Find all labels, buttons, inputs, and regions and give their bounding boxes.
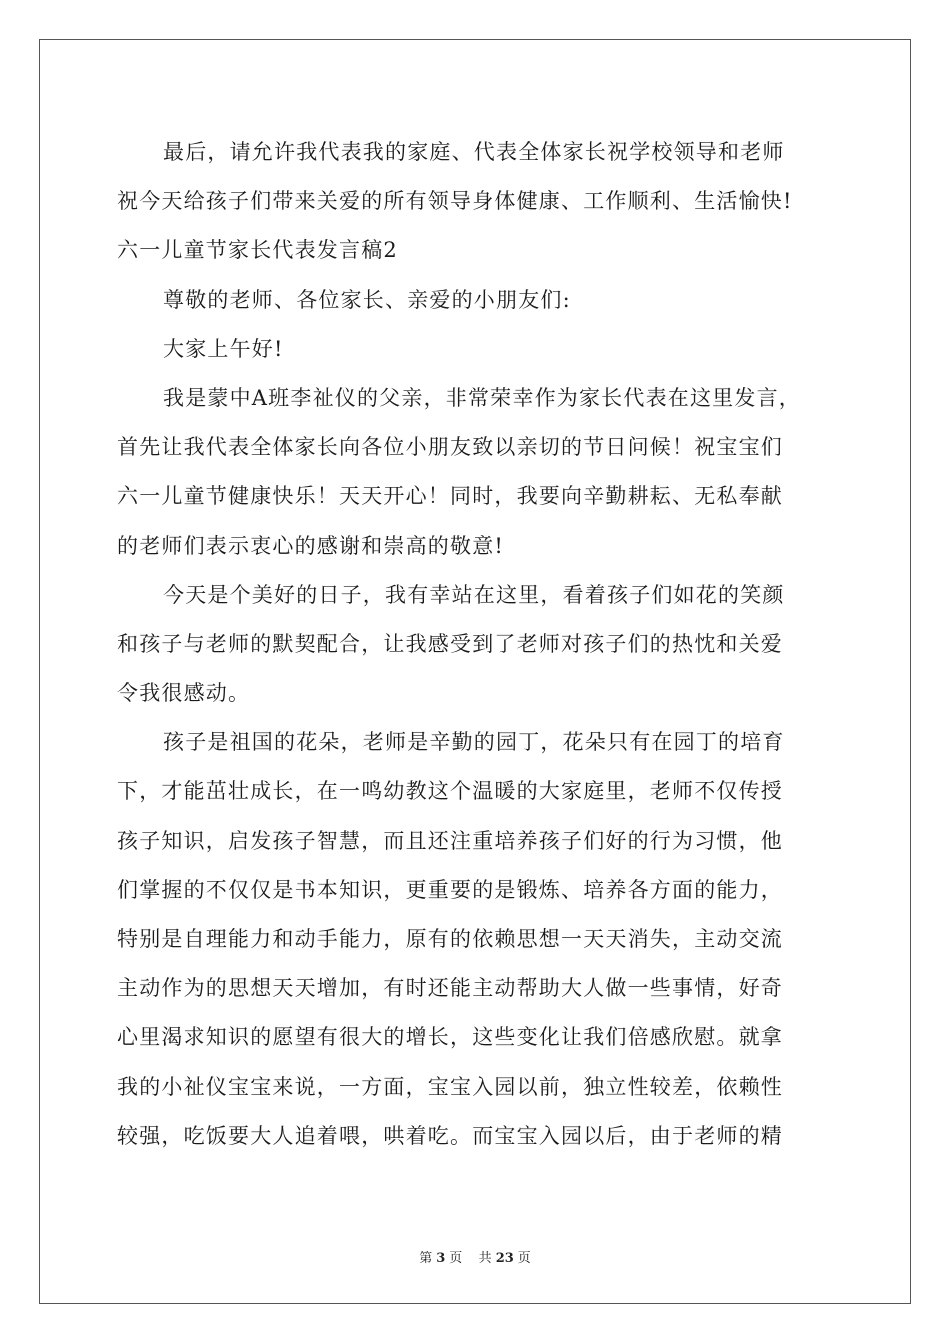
text-line: 下，才能茁壮成长，在一鸣幼教这个温暖的大家庭里，老师不仅传授	[117, 779, 783, 804]
text-line: 首先让我代表全体家长向各位小朋友致以亲切的节日问候！祝宝宝们	[117, 435, 783, 460]
text-line: 我是蒙中A班李祉仪的父亲，非常荣幸作为家长代表在这里发言，	[163, 385, 801, 410]
document-body	[117, 128, 835, 1161]
page-footer	[0, 1247, 950, 1266]
text-line: 最后，请允许我代表我的家庭、代表全体家长祝学校领导和老师	[163, 140, 785, 164]
text-line: 的老师们表示衷心的感谢和崇高的敬意!	[117, 533, 505, 558]
page-number-suffix: 页	[449, 1251, 463, 1266]
text-line: 大家上午好!	[163, 336, 284, 361]
page-total: 23	[495, 1251, 514, 1266]
text-line: 今天是个美好的日子，我有幸站在这里，看着孩子们如花的笑颜	[163, 582, 785, 607]
text-line: 特别是自理能力和动手能力，原有的依赖思想一天天消失，主动交流	[117, 927, 783, 951]
page-total-suffix: 页	[517, 1251, 531, 1266]
text-line: 较强，吃饭要大人追着喂，哄着吃。而宝宝入园以后，由于老师的精	[117, 1123, 783, 1148]
text-line: 令我很感动。	[117, 681, 251, 706]
text-line: 六一儿童节家长代表发言稿2	[117, 238, 398, 263]
text-line: 六一儿童节健康快乐！天天开心！同时，我要向辛勤耕耘、无私奉献	[117, 484, 783, 509]
text-line: 主动作为的思想天天增加，有时还能主动帮助大人做一些事情，好奇	[117, 976, 783, 1001]
page-number-prefix: 第	[419, 1251, 433, 1266]
text-line: 祝今天给孩子们带来关爱的所有领导身体健康、工作顺利、生活愉快!	[117, 189, 793, 214]
text-line: 心里渴求知识的愿望有很大的增长，这些变化让我们倍感欣慰。就拿	[117, 1025, 783, 1050]
text-line: 尊敬的老师、各位家长、亲爱的小朋友们:	[163, 287, 571, 312]
text-line: 孩子知识，启发孩子智慧，而且还注重培养孩子们好的行为习惯，他	[117, 828, 783, 853]
text-line: 们掌握的不仅仅是书本知识，更重要的是锻炼、培养各方面的能力，	[117, 877, 783, 902]
text-line: 孩子是祖国的花朵，老师是辛勤的园丁，花朵只有在园丁的培育	[163, 730, 785, 755]
text-line: 我的小祉仪宝宝来说，一方面，宝宝入园以前，独立性较差，依赖性	[117, 1074, 783, 1099]
page-number-current: 3	[436, 1251, 446, 1266]
page-total-prefix: 共	[478, 1251, 492, 1266]
text-line: 和孩子与老师的默契配合，让我感受到了老师对孩子们的热忱和关爱	[117, 631, 783, 656]
